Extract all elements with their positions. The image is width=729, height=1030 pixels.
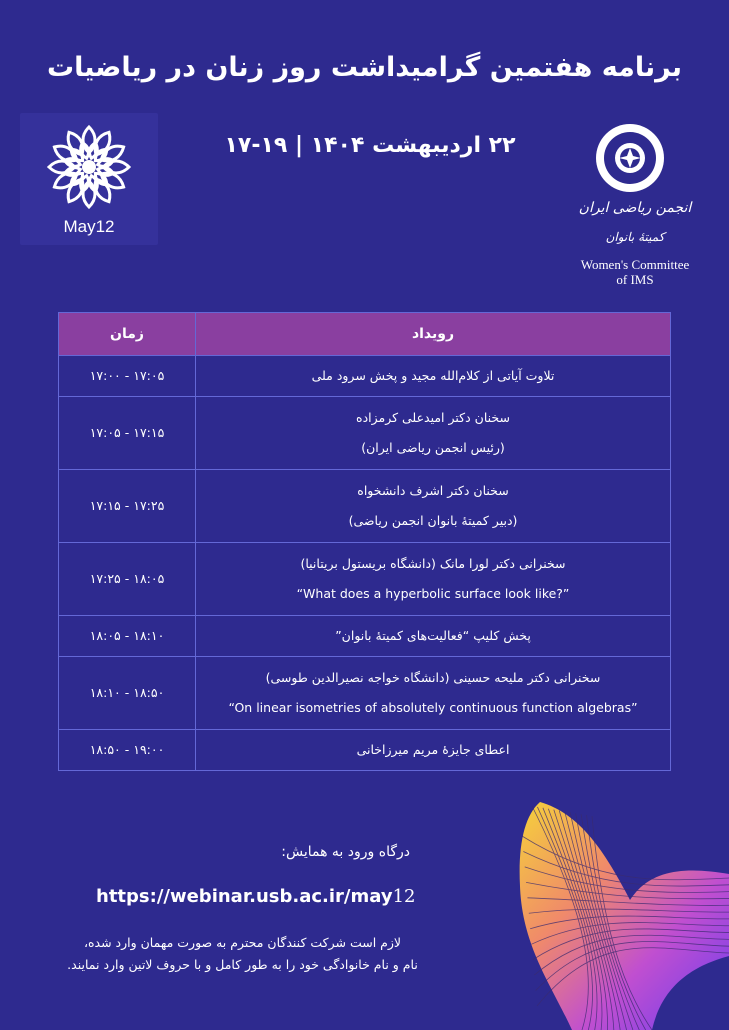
- event-cell: سخنرانی دکتر ملیحه حسینی (دانشگاه خواجه نصیرالدین طوسی) “On linear isometries of absolutely continuous function algebras”: [196, 657, 671, 730]
- schedule-header-row: [59, 313, 671, 356]
- schedule-row: [59, 470, 671, 543]
- time-cell: ۱۸:۵۰ - ۱۹:۰۰: [59, 730, 196, 771]
- event-cell: سخنان دکتر امیدعلی کرمزاده (رئیس انجمن ریاضی ایران): [196, 397, 671, 470]
- flower-icon: [47, 125, 131, 209]
- page-title: برنامه هفتمین گرامیداشت روز زنان در ریاضیات: [46, 52, 683, 83]
- saddle-surface-icon: [512, 796, 729, 1030]
- join-note: لازم است شرکت کنندگان محترم به صورت مهمان وارد شده، نام و نام خانوادگی خود را به طور کامل و با حروف لاتین وارد نمایند.: [67, 935, 418, 972]
- time-cell: ۱۷:۲۵ - ۱۸:۰۵: [59, 543, 196, 616]
- time-cell: ۱۷:۰۵ - ۱۷:۱۵: [59, 397, 196, 470]
- may12-label: May12: [63, 217, 115, 236]
- time-cell: ۱۸:۰۵ - ۱۸:۱۰: [59, 616, 196, 657]
- time-header: زمان: [59, 313, 196, 356]
- schedule-table: [58, 312, 671, 771]
- schedule-row: [59, 356, 671, 397]
- event-header: رویداد: [196, 313, 671, 356]
- ims-emblem-icon: [594, 122, 666, 194]
- ims-logo: [560, 120, 710, 295]
- ims-committee-fa: کمیتهٔ بانوان: [605, 230, 665, 244]
- event-cell: سخنرانی دکتر لورا مانک (دانشگاه بریستول بریتانیا) “What does a hyperbolic surface look like?”: [196, 543, 671, 616]
- webinar-link[interactable]: https://webinar.usb.ac.ir/may12: [96, 886, 416, 907]
- event-cell: پخش کلیپ “فعالیت‌های کمیتهٔ بانوان”: [196, 616, 671, 657]
- schedule-row: [59, 730, 671, 771]
- join-label: درگاه ورود به همایش:: [281, 844, 410, 860]
- schedule-row: [59, 616, 671, 657]
- may12-logo: [20, 113, 158, 245]
- schedule-row: [59, 543, 671, 616]
- time-cell: ۱۷:۰۰ - ۱۷:۰۵: [59, 356, 196, 397]
- schedule-row: [59, 397, 671, 470]
- ims-name-fa: انجمن ریاضی ایران: [578, 200, 692, 216]
- time-cell: ۱۷:۱۵ - ۱۷:۲۵: [59, 470, 196, 543]
- ims-name-en: Women's Committee of IMS: [580, 257, 690, 287]
- event-date: ۲۲ اردیبهشت ۱۴۰۴ | ۱۹-۱۷: [224, 133, 516, 158]
- event-cell: سخنان دکتر اشرف دانشخواه (دبیر کمیتهٔ بانوان انجمن ریاضی): [196, 470, 671, 543]
- event-cell: اعطای جایزهٔ مریم میرزاخانی: [196, 730, 671, 771]
- time-cell: ۱۸:۱۰ - ۱۸:۵۰: [59, 657, 196, 730]
- schedule-row: [59, 657, 671, 730]
- event-cell: تلاوت آیاتی از کلام‌الله مجید و پخش سرود ملی: [196, 356, 671, 397]
